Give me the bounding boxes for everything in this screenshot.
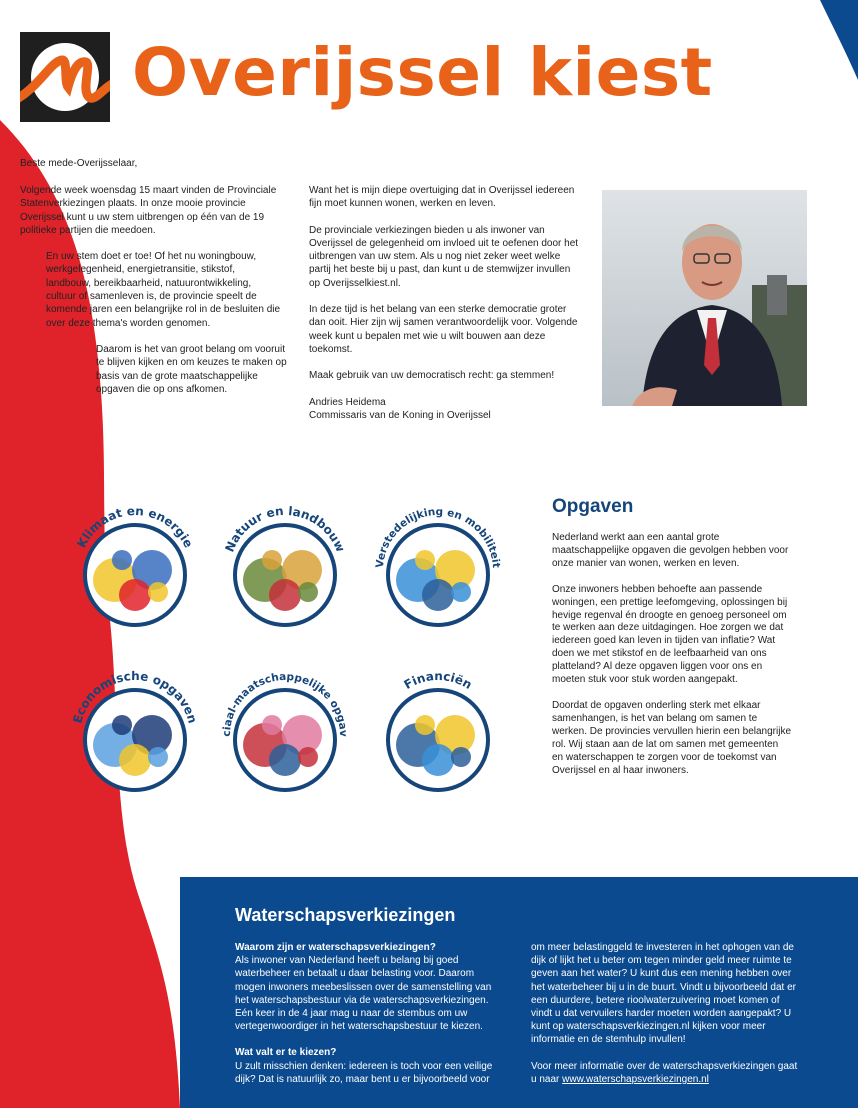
blue-corner	[820, 0, 858, 80]
answer-text: U zult misschien denken: iedereen is toch voor een veilige dijk? Dat is natuurlijk zo, maar bent u er bijvoorbeeld voor	[235, 1060, 493, 1085]
waterschaps-link[interactable]: www.waterschapsverkiezingen.nl	[562, 1073, 709, 1085]
theme-badge	[363, 490, 513, 645]
illustration-shape	[451, 747, 471, 767]
opgaven-title: Opgaven	[552, 496, 634, 517]
waterschaps-column-2	[531, 941, 803, 1099]
more-info	[531, 1060, 803, 1086]
theme-label: ciaal-maatschappelijke opgav	[220, 670, 350, 737]
theme-label: Economische opgaven	[70, 668, 200, 725]
illustration-shape	[298, 582, 318, 602]
theme-label: Financiën	[401, 668, 475, 692]
theme-badge	[60, 655, 210, 810]
answer-text: om meer belastinggeld te investeren in het ophogen van de dijk of lijkt het u beter om tegen minder geld meer ruimte te geven aan het water? U kunt dus een mening hebben over het waterbeheer bij u in de buurt. Vindt u bijvoorbeeld dat er een duurdere, betere rioolwaterzuivering moet komen of vindt u dat vervuilers harder moeten worden aangepakt? U kunt op waterschapsverkiezingen.nl kijken voor meer informatie en de stemhulp invullen!	[531, 942, 796, 1046]
theme-label: Verstedelijking en mobiliteit	[373, 505, 502, 569]
illustration-shape	[112, 550, 132, 570]
illustration-shape	[262, 715, 282, 735]
illustration-shape	[262, 550, 282, 570]
opgaven-paragraph: Nederland werkt aan een aantal grote maatschappelijke opgaven die gevolgen hebben voor onze manier van wonen, werken en leven.	[552, 532, 789, 569]
illustration-shape	[451, 582, 471, 602]
illustration-shape	[119, 579, 151, 611]
question-heading: Wat valt er te kiezen?	[235, 1047, 337, 1059]
theme-badge	[60, 490, 210, 645]
letter-paragraph: Maak gebruik van uw democratisch recht: ga stemmen!	[309, 370, 555, 382]
theme-badge	[210, 490, 360, 645]
waterschaps-title: Waterschapsverkiezingen	[235, 905, 456, 925]
portrait-photo	[602, 190, 807, 406]
signature-name: Andries Heidema	[309, 396, 386, 408]
waterschaps-panel	[180, 877, 858, 1108]
illustration-shape	[298, 747, 318, 767]
letter-paragraph: Daarom is het van groot belang om vooruit te blijven kijken en om keuzes te maken op basis van de grote maatschappelijke opgaven die op ons afkomen.	[96, 343, 287, 395]
illustration-shape	[269, 579, 301, 611]
illustration-shape	[148, 582, 168, 602]
illustration-shape	[415, 550, 435, 570]
theme-label: Klimaat en energie	[74, 503, 196, 551]
illustration-shape	[148, 747, 168, 767]
theme-badge	[363, 655, 513, 810]
letter-paragraph: Want het is mijn diepe overtuiging dat in Overijssel iedereen fijn moet kunnen wonen, werken en leven.	[309, 185, 575, 210]
waterschaps-column-1	[235, 941, 505, 1099]
opgaven-text	[552, 532, 792, 790]
more-info-text: Voor meer informatie over de waterschapsverkiezingen gaat u naar	[531, 1060, 798, 1085]
brand-logo	[20, 32, 110, 122]
illustration-shape	[422, 744, 454, 776]
page-title: Overijssel kiest	[132, 34, 713, 111]
letter-paragraph: In deze tijd is het belang van een sterke democratie groter dan ooit. Hier zijn wij samen verantwoordelijk voor. Volgende week kunt u bepalen met wie u wilt bouwen aan deze toekomst.	[309, 304, 578, 355]
illustration-shape	[269, 744, 301, 776]
letter-paragraph: Volgende week woensdag 15 maart vinden de Provinciale Statenverkiezingen plaats. In onze mooie provincie Overijssel kunt u uw stem uitbrengen op één van de 19 politieke partijen die meedoen.	[20, 185, 277, 236]
theme-badge	[210, 655, 360, 810]
question-heading: Waarom zijn er waterschapsverkiezingen?	[235, 942, 436, 953]
letter-column-1	[20, 184, 287, 409]
opgaven-paragraph: Onze inwoners hebben behoefte aan passende woningen, een prettige leefomgeving, oplossingen bij hevige regenval én droogte en genoeg personeel om te werken aan deze uitdagingen. Hoe zorgen we dat iedereen goed kan leven in tijden van inflatie? Wat doen we met stikstof en de leefbaarheid van ons platteland? Al deze opgaven liggen voor ons en moeten stuk voor stuk worden aangepakt.	[552, 583, 788, 686]
greeting: Beste mede-Overijsselaar,	[20, 158, 138, 169]
illustration-shape	[415, 715, 435, 735]
illustration-shape	[119, 744, 151, 776]
letter-column-2	[309, 184, 581, 422]
opgaven-paragraph: Doordat de opgaven onderling sterk met elkaar samenhangen, is het van belang om samen te werken. De provincies vervullen hierin een belangrijke rol. Wij staan aan de lat om samen met gemeenten en waterschappen te zorgen voor de toekomst van Overijssel en al haar inwoners.	[552, 699, 792, 776]
letter-paragraph: En uw stem doet er toe! Of het nu woningbouw, werkgelegenheid, energietransitie, stikstof, landbouw, bereikbaarheid, natuurontwikkeling, cultuur of samenleven is, de provincie speelt de komende jaren een belangrijke rol in de besluiten die over deze thema's worden genomen.	[46, 251, 281, 329]
theme-label: Natuur en landbouw	[222, 503, 348, 555]
answer-text: Als inwoner van Nederland heeft u belang bij goed waterbeheer en betaalt u daar belasting voor. Daarom mogen inwoners meebeslissen over de samenstelling van het waterschapsbestuur via de waterschapsverkiezingen. Eén keer in de 4 jaar mag u naar de stembus om uw vertegenwoordiger in het waterschapsbestuur te kiezen.	[235, 955, 492, 1033]
illustration-shape	[112, 715, 132, 735]
signature-role: Commissaris van de Koning in Overijssel	[309, 409, 491, 421]
illustration-shape	[422, 579, 454, 611]
letter-paragraph: De provinciale verkiezingen bieden u als inwoner van Overijssel de gelegenheid om invloed uit te oefenen door het uitbrengen van uw stem. Als u nog niet zeker weet welke partij het beste bij u past, dan kunt u de stemwijzer invullen op Overijsselkiest.nl.	[309, 224, 579, 289]
